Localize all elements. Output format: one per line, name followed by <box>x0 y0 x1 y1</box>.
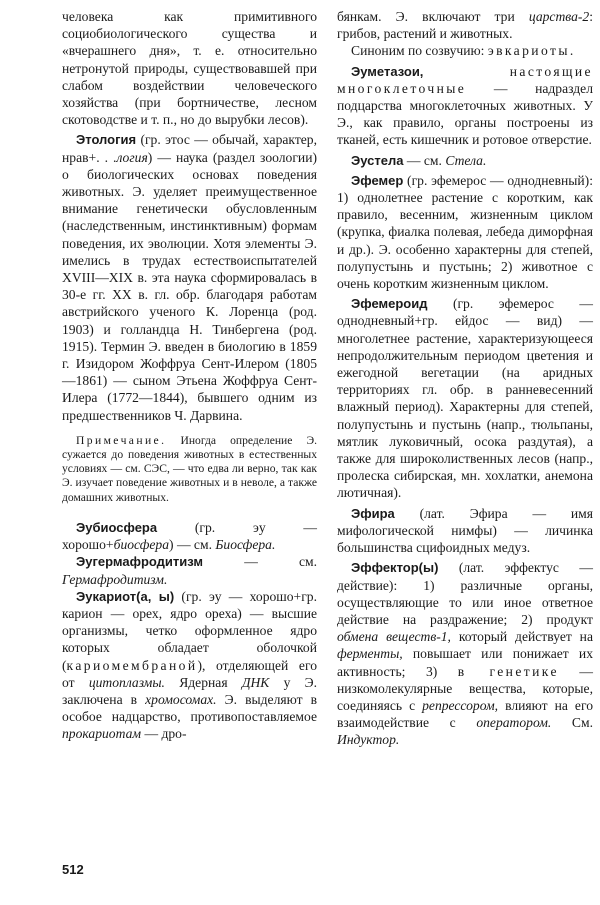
right-column <box>337 8 593 749</box>
headword: Эфемероид <box>351 296 428 312</box>
headword: Эфира <box>351 505 395 521</box>
entry-eumetazoi: Эуметазои, настоящие многоклеточные — надраздел подцарства многоклеточных животных. У Э., как правило, органы построены из тканей, есть кишечник и ротовое отверстие. <box>337 63 593 148</box>
entry-eukariot: Эукариот(а, ы) (гр. эу — хорошо+гр. карион — орех, ядро ореха) — высшие организмы, четко оформленное ядро которых обладает оболочкой (кариомембраной), отделяющей его от цитоплазмы. Ядерная ДНК у Э. заключена в хромосомах. Э. выделяют в особое надцарство, противопоставляемое прокариотам — дро- <box>62 588 317 742</box>
note-label: Примечание. <box>76 433 167 447</box>
entry-continuation: бянкам. Э. включают три царства-2: грибов, растений и животных. <box>337 9 593 42</box>
headword: Эуметазои, <box>351 63 424 79</box>
entry-etologia: Этология (гр. этос — обычай, характер, нрав+. . .логия) — наука (раздел зоологии) о биологических основах поведения животных. Э. уделяет преимущественное внимание генетически обусловленным (наследственным, инстинктивным) формам поведения, их эволюции. Хотя элементы Э. имелись в трудах естествоиспытателей XVIII—XIX в. эта наука сформировалась в 30-е гг. XX в. гл. обр. благодаря работам австрийского ученого К. Лоренца (род. 1903) и голландца Н. Тинбергена (род. 1915). Термин Э. введен в биологию в 1859 г. Изидором Жоффруа Сент-Илером (1805—1861) — сыном Этьена Жоффруа Сент-Илера (1772—1844), бывшего одним из предшественников Ч. Дарвина. <box>62 132 317 423</box>
headword: Эугермафродитизм <box>76 554 204 570</box>
headword: Этология <box>76 132 137 148</box>
entry-effektor: Эффектор(ы) (лат. эффектус — действие): 1) различные органы, осуществляющие то или иное ответное действие на раздражение; 2) продукт обмена веществ-1, который действует на ферменты, повышает или понижает их активность; 3) в генетике — низкомолекулярные вещества, которые, соединяясь с репрессором, влияют на его взаимодействие с оператором. См. Индуктор. <box>337 560 593 748</box>
entry-efemer: Эфемер (гр. эфемерос — однодневный): 1) однолетнее растение с коротким, как правило, весенним, жизненным циклом (крупка, фиалка полевая, лебеда диморфная и др.). Э. особенно характерны для степей, полупустынь и пустынь; 2) животное с очень коротким жизненным циклом. <box>337 172 593 292</box>
entry-efemeroid: Эфемероид (гр. эфемерос — однодневный+гр. ейдос — вид) — многолетнее растение, характеризующееся непродолжительным периодом цветения и ежегодной вегетации (на аридных территориях гл. обр. в ранневесенний влажный период). Характерны для степей, полупустынь и пустынь (напр., тюльпаны, мятлик луковичный, осока раздутая), а также для широколиственных лесов (напр., пролеска сибирская, мн. хохлатки, анемона лютичная). <box>337 296 593 501</box>
entry-efira: Эфира (лат. Эфира — имя мифологической нимфы) — личинка большинства сцифоидных медуз. <box>337 505 593 556</box>
note-block: Примечание. Иногда определение Э. сужается до поведения животных в естественных условиях — см. СЭС, — что едва ли верно, так как Э. изучает поведение животных и в неволе, а также домашних животных. <box>62 433 317 504</box>
entry-eugermafroditizm: Эугермафродитизм — см. Гермафродитизм. <box>62 554 317 587</box>
entry-eubiosfera: Эубиосфера (гр. эу — хорошо+биосфера) — см. Биосфера. <box>62 519 317 553</box>
left-column <box>62 8 317 743</box>
headword: Эффектор(ы) <box>351 560 439 576</box>
headword: Эфемер <box>351 172 404 188</box>
headword: Эубиосфера <box>76 519 158 535</box>
synonym-line: Синоним по созвучию: эвкариоты. <box>351 43 576 59</box>
headword: Эустела <box>351 152 404 168</box>
headword: Эукариот(а, ы) <box>76 588 175 604</box>
entry-eustela: Эустела — см. Стела. <box>351 152 487 168</box>
page-number: 512 <box>62 862 84 877</box>
entry-continuation: человека как примитивного социобиологического существа и «вчерашнего дня», т. е. относительно нетронутой природы, существовавшей при слабом воздействии человеческого хозяйства (при бортничестве, лесном скотоводстве и т. п., но до вырубки лесов). <box>62 9 317 128</box>
